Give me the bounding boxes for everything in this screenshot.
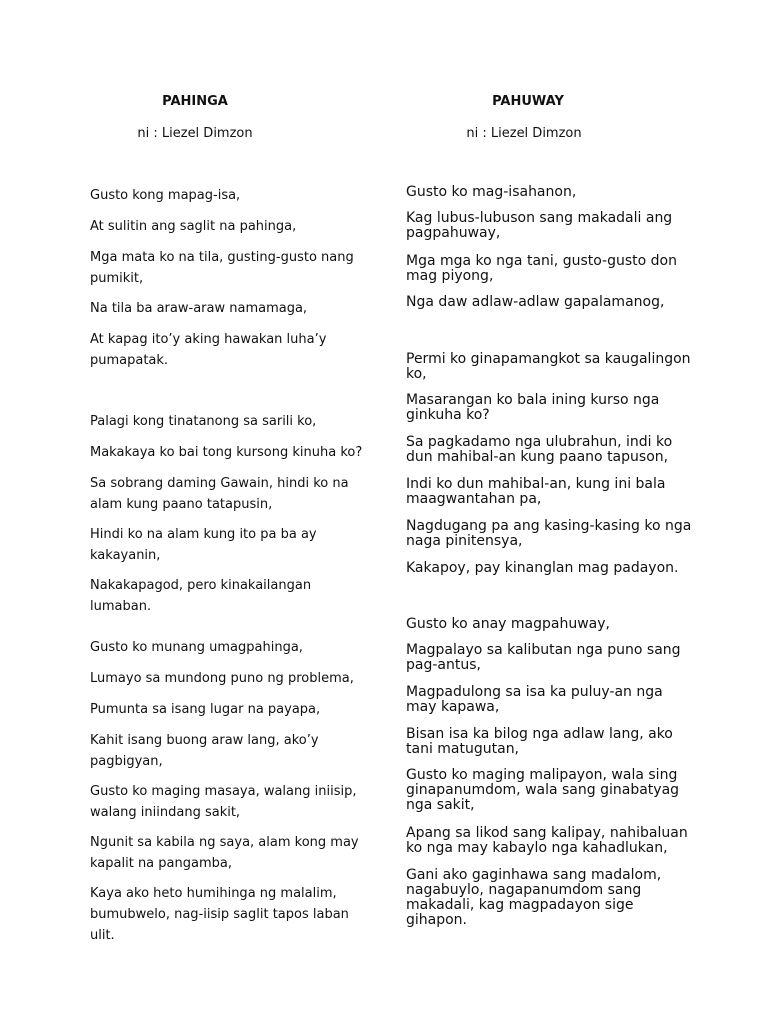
poem-line: Mga mata ko na tila, gusting-gusto nang pumikit, [90,250,354,286]
poem-line: Gusto kong mapag-isa, [90,188,241,203]
poem-line: Mga mga ko nga tani, gusto-gusto don mag piyong, [406,253,677,284]
poem-line: Makakaya ko bai tong kursong kinuha ko? [90,445,363,460]
poem-line: Kahit isang buong araw lang, ako’y pagbigyan, [90,733,319,769]
poem-line: Masarangan ko bala ining kurso nga ginkuha ko? [406,392,660,423]
poem-line: Permi ko ginapamangkot sa kaugalingon ko, [406,351,691,382]
poem-line: At sulitin ang saglit na pahinga, [90,219,297,234]
poem-line: Gusto ko mag-isahanon, [406,184,577,200]
poem-author: ni : Liezel Dimzon [466,126,582,141]
poem-line: Gusto ko munang umagpahinga, [90,640,303,655]
poem-title: PAHUWAY [492,94,564,109]
poem-line: Sa pagkadamo nga ulubrahun, indi ko dun mahibal-an kung paano tapuson, [406,434,673,465]
poem-line: Sa sobrang daming Gawain, hindi ko na alam kung paano tatapusin, [90,476,349,512]
poem-line: Pumunta sa isang lugar na payapa, [90,702,321,717]
poem-line: Hindi ko na alam kung ito pa ba ay kakayanin, [90,527,317,563]
poem-line: Palagi kong tinatanong sa sarili ko, [90,414,317,429]
poem-line: Magpalayo sa kalibutan nga puno sang pag-antus, [406,642,681,673]
poem-line: Nga daw adlaw-adlaw gapalamanog, [406,294,665,310]
poem-line: Magpadulong sa isa ka puluy-an nga may kapawa, [406,684,663,715]
poem-line: Nagdugang pa ang kasing-kasing ko nga naga pinitensya, [406,518,692,549]
poem-line: Kag lubus-lubuson sang makadali ang pagpahuway, [406,210,673,241]
poem-line: Gani ako gaginhawa sang madalom, nagabuylo, nagapanumdom sang makadali, kag magpadayon sige gihapon. [406,867,662,928]
poem-line: Lumayo sa mundong puno ng problema, [90,671,354,686]
poem-line: Gusto ko anay magpahuway, [406,616,610,632]
poem-author: ni : Liezel Dimzon [137,126,253,141]
poem-line: Nakakapagod, pero kinakailangan lumaban. [90,578,312,614]
poem-line: Gusto ko maging masaya, walang iniisip, walang iniindang sakit, [90,784,357,820]
poem-line: Kakapoy, pay kinanglan mag padayon. [406,560,679,576]
poem-line: Gusto ko maging malipayon, wala sing ginapanumdom, wala sang ginabatyag nga sakit, [406,767,680,813]
poem-line: Indi ko dun mahibal-an, kung ini bala maagwantahan pa, [406,476,666,507]
poem-line: Bisan isa ka bilog nga adlaw lang, ako tani matugutan, [406,726,673,757]
poem-line: Ngunit sa kabila ng saya, alam kong may kapalit na pangamba, [90,835,359,871]
poem-line: At kapag ito’y aking hawakan luha’y pumapatak. [90,332,327,368]
poem-line: Kaya ako heto humihinga ng malalim, bumubwelo, nag-iisip saglit tapos laban ulit. [90,886,349,943]
poem-line: Apang sa likod sang kalipay, nahibaluan ko nga may kabaylo nga kahadlukan, [406,825,688,856]
poem-title: PAHINGA [162,94,228,109]
poem-line: Na tila ba araw-araw namamaga, [90,301,308,316]
